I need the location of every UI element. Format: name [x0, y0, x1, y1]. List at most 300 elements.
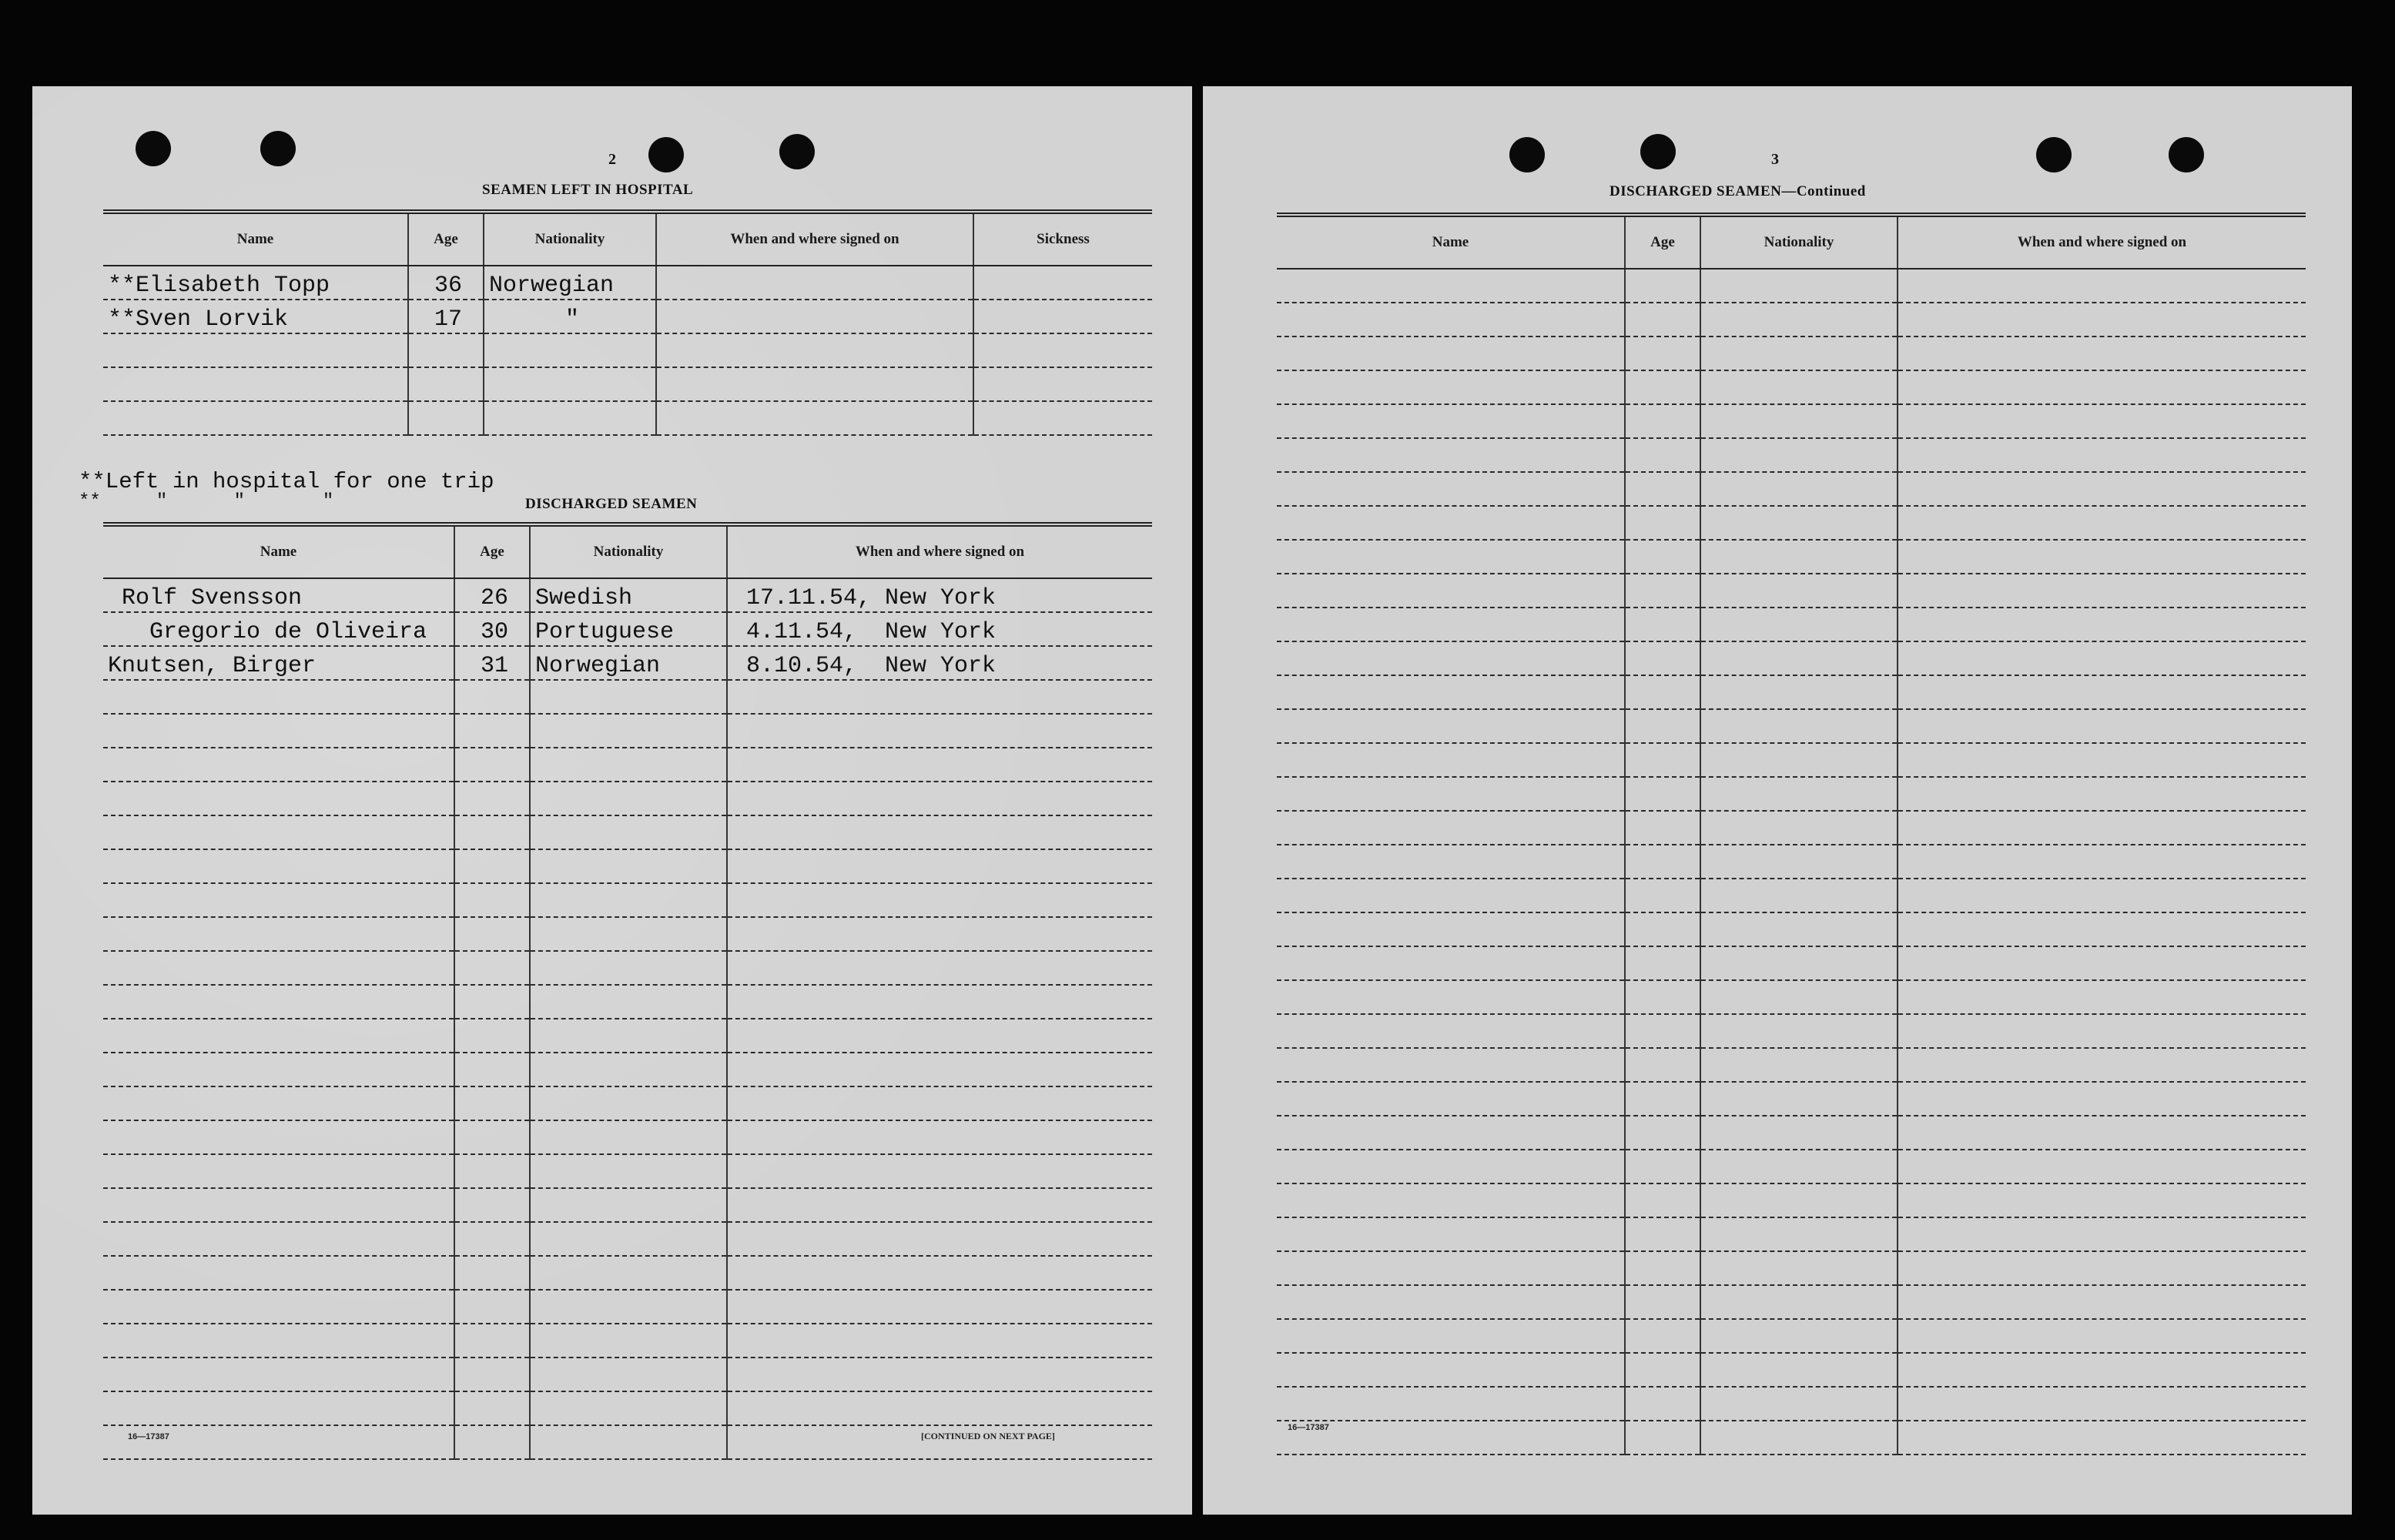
empty-row	[1277, 303, 2306, 336]
signed-on-cell: 8.10.54, New York	[727, 646, 1152, 680]
empty-cell	[1898, 845, 2306, 879]
empty-cell	[1700, 946, 1898, 980]
empty-row	[1277, 540, 2306, 574]
empty-cell	[530, 951, 727, 985]
empty-cell	[1898, 608, 2306, 641]
empty-cell	[1625, 879, 1700, 912]
nationality-cell: Swedish	[530, 578, 727, 612]
empty-cell	[1625, 269, 1700, 303]
empty-cell	[454, 985, 530, 1019]
empty-cell	[530, 1019, 727, 1053]
empty-cell	[1625, 946, 1700, 980]
empty-cell	[1898, 269, 2306, 303]
empty-cell	[103, 1256, 454, 1290]
empty-cell	[454, 917, 530, 951]
empty-cell	[530, 748, 727, 782]
empty-cell	[1700, 709, 1898, 743]
column-header-nationality: Nationality	[1700, 215, 1898, 269]
nationality-cell: Portuguese	[530, 612, 727, 646]
empty-cell	[1700, 980, 1898, 1014]
name-cell: **Sven Lorvik	[103, 300, 408, 333]
empty-row	[1277, 1116, 2306, 1150]
empty-row	[103, 1324, 1152, 1358]
name-cell: Rolf Svensson	[103, 578, 454, 612]
discharged-continued-title: DISCHARGED SEAMEN—Continued	[1610, 183, 1866, 199]
empty-cell	[1277, 574, 1625, 608]
empty-cell	[530, 714, 727, 748]
empty-cell	[1898, 1048, 2306, 1082]
empty-cell	[1625, 1421, 1700, 1455]
empty-row	[1277, 506, 2306, 540]
punch-hole	[648, 137, 684, 172]
empty-cell	[103, 1086, 454, 1120]
empty-cell	[1700, 370, 1898, 404]
empty-cell	[103, 1154, 454, 1188]
empty-cell	[1277, 675, 1625, 709]
age-cell: 17	[408, 300, 484, 333]
empty-cell	[103, 1324, 454, 1358]
empty-cell	[727, 1324, 1152, 1358]
signed-on-cell: 17.11.54, New York	[727, 578, 1152, 612]
empty-cell	[1625, 1150, 1700, 1183]
table-row	[103, 266, 1152, 300]
empty-row	[1277, 574, 2306, 608]
empty-cell	[1625, 1353, 1700, 1387]
empty-cell	[727, 815, 1152, 849]
empty-cell	[1700, 1116, 1898, 1150]
empty-cell	[1277, 1319, 1625, 1353]
empty-cell	[1898, 472, 2306, 506]
empty-cell	[1898, 743, 2306, 777]
empty-row	[1277, 1150, 2306, 1183]
empty-cell	[454, 1391, 530, 1425]
empty-cell	[1277, 1014, 1625, 1048]
empty-row	[103, 714, 1152, 748]
empty-row	[1277, 438, 2306, 472]
empty-cell	[103, 1391, 454, 1425]
right-page	[1203, 86, 2352, 1515]
form-code: 16—17387	[1288, 1423, 1329, 1432]
empty-row	[103, 815, 1152, 849]
empty-cell	[1625, 1082, 1700, 1116]
empty-cell	[1700, 1217, 1898, 1251]
empty-cell	[727, 748, 1152, 782]
empty-cell	[1898, 1353, 2306, 1387]
empty-cell	[530, 1053, 727, 1086]
empty-cell	[1898, 1319, 2306, 1353]
empty-cell	[1625, 608, 1700, 641]
empty-cell	[530, 782, 727, 815]
empty-cell	[1277, 370, 1625, 404]
name-cell	[103, 401, 408, 435]
empty-cell	[1898, 980, 2306, 1014]
empty-row	[103, 1358, 1152, 1391]
empty-row	[103, 917, 1152, 951]
empty-cell	[1898, 540, 2306, 574]
footnote-line: **Left in hospital for one trip	[79, 469, 494, 494]
sickness-cell	[973, 367, 1152, 401]
sickness-cell	[973, 266, 1152, 300]
name-cell: **Elisabeth Topp	[103, 266, 408, 300]
age-cell	[408, 367, 484, 401]
signed-on-cell	[656, 367, 973, 401]
empty-cell	[1625, 912, 1700, 946]
age-cell: 30	[454, 612, 530, 646]
empty-cell	[103, 1053, 454, 1086]
empty-cell	[103, 1222, 454, 1256]
empty-cell	[1700, 303, 1898, 336]
empty-row	[103, 951, 1152, 985]
empty-cell	[1700, 912, 1898, 946]
hospital-section-title: SEAMEN LEFT IN HOSPITAL	[482, 182, 694, 198]
empty-cell	[1700, 540, 1898, 574]
empty-cell	[1277, 743, 1625, 777]
empty-cell	[727, 951, 1152, 985]
column-header-signed-on: When and where signed on	[1898, 215, 2306, 269]
empty-cell	[530, 1391, 727, 1425]
empty-cell	[1277, 980, 1625, 1014]
empty-cell	[1277, 269, 1625, 303]
empty-cell	[454, 1222, 530, 1256]
empty-row	[1277, 1183, 2306, 1217]
empty-cell	[1700, 1251, 1898, 1285]
empty-cell	[530, 1358, 727, 1391]
empty-cell	[727, 1053, 1152, 1086]
empty-row	[103, 680, 1152, 714]
empty-cell	[1898, 675, 2306, 709]
nationality-cell: "	[484, 300, 656, 333]
empty-cell	[103, 849, 454, 883]
empty-row	[1277, 1217, 2306, 1251]
empty-cell	[1625, 641, 1700, 675]
empty-cell	[727, 1391, 1152, 1425]
empty-cell	[727, 917, 1152, 951]
empty-cell	[1898, 946, 2306, 980]
empty-cell	[1700, 777, 1898, 811]
empty-cell	[1898, 1150, 2306, 1183]
empty-cell	[1700, 1285, 1898, 1319]
empty-cell	[103, 951, 454, 985]
empty-cell	[454, 883, 530, 917]
punch-hole	[779, 134, 815, 169]
empty-row	[103, 1391, 1152, 1425]
empty-cell	[1700, 1353, 1898, 1387]
empty-cell	[727, 1019, 1152, 1053]
empty-cell	[1625, 1285, 1700, 1319]
nationality-cell	[484, 401, 656, 435]
empty-cell	[1625, 1116, 1700, 1150]
empty-row	[1277, 777, 2306, 811]
empty-row	[103, 849, 1152, 883]
empty-cell	[454, 1256, 530, 1290]
empty-row	[103, 1053, 1152, 1086]
empty-cell	[454, 1053, 530, 1086]
age-cell	[408, 401, 484, 435]
empty-cell	[103, 680, 454, 714]
empty-cell	[530, 883, 727, 917]
empty-cell	[103, 815, 454, 849]
empty-row	[103, 1256, 1152, 1290]
empty-cell	[1277, 1387, 1625, 1421]
empty-cell	[1700, 1048, 1898, 1082]
table-row	[103, 401, 1152, 435]
empty-row	[1277, 811, 2306, 845]
empty-cell	[1277, 1285, 1625, 1319]
empty-row	[1277, 336, 2306, 370]
signed-on-cell: 4.11.54, New York	[727, 612, 1152, 646]
empty-cell	[727, 1086, 1152, 1120]
page-number: 3	[1771, 151, 1779, 168]
column-header-signed-on: When and where signed on	[727, 524, 1152, 578]
empty-cell	[530, 1120, 727, 1154]
sickness-cell	[973, 401, 1152, 435]
empty-cell	[727, 1290, 1152, 1324]
age-cell: 26	[454, 578, 530, 612]
empty-cell	[1700, 472, 1898, 506]
empty-cell	[1898, 1421, 2306, 1455]
column-header-age: Age	[408, 212, 484, 266]
empty-cell	[727, 883, 1152, 917]
empty-cell	[1277, 506, 1625, 540]
empty-cell	[103, 985, 454, 1019]
empty-cell	[530, 1324, 727, 1358]
empty-cell	[103, 917, 454, 951]
footnote-line: ** " " "	[79, 491, 334, 512]
empty-cell	[454, 1154, 530, 1188]
empty-cell	[727, 1358, 1152, 1391]
column-header-sickness: Sickness	[973, 212, 1152, 266]
column-header-age: Age	[454, 524, 530, 578]
empty-cell	[1277, 336, 1625, 370]
empty-cell	[1898, 641, 2306, 675]
empty-cell	[727, 1188, 1152, 1222]
punch-hole	[2169, 137, 2204, 172]
empty-cell	[1625, 709, 1700, 743]
empty-cell	[1700, 743, 1898, 777]
empty-cell	[530, 985, 727, 1019]
empty-cell	[1700, 608, 1898, 641]
nationality-cell	[484, 367, 656, 401]
empty-cell	[1625, 574, 1700, 608]
empty-cell	[530, 1256, 727, 1290]
empty-cell	[1277, 709, 1625, 743]
discharged-table	[103, 522, 1152, 1460]
empty-row	[1277, 879, 2306, 912]
empty-row	[103, 1188, 1152, 1222]
empty-row	[1277, 608, 2306, 641]
empty-cell	[1625, 743, 1700, 777]
empty-cell	[454, 951, 530, 985]
continued-note: [CONTINUED ON NEXT PAGE]	[921, 1431, 1055, 1441]
empty-cell	[1277, 946, 1625, 980]
left-page	[32, 86, 1192, 1515]
empty-cell	[1700, 1150, 1898, 1183]
empty-cell	[103, 1019, 454, 1053]
empty-cell	[1277, 1082, 1625, 1116]
empty-row	[1277, 1048, 2306, 1082]
table-row	[103, 646, 1152, 680]
empty-cell	[1898, 404, 2306, 438]
nationality-cell: Norwegian	[530, 646, 727, 680]
empty-cell	[1700, 845, 1898, 879]
empty-cell	[454, 782, 530, 815]
empty-cell	[1700, 404, 1898, 438]
empty-cell	[530, 1188, 727, 1222]
empty-cell	[1700, 879, 1898, 912]
empty-cell	[1277, 472, 1625, 506]
punch-hole	[1640, 134, 1676, 169]
empty-cell	[1700, 269, 1898, 303]
empty-row	[103, 1154, 1152, 1188]
punch-hole	[1509, 137, 1545, 172]
empty-cell	[1898, 709, 2306, 743]
empty-cell	[1898, 1082, 2306, 1116]
empty-cell	[103, 883, 454, 917]
empty-row	[1277, 370, 2306, 404]
empty-row	[1277, 709, 2306, 743]
empty-row	[1277, 1319, 2306, 1353]
empty-cell	[727, 1222, 1152, 1256]
empty-cell	[1700, 438, 1898, 472]
empty-cell	[1898, 1285, 2306, 1319]
empty-row	[1277, 1285, 2306, 1319]
empty-cell	[454, 1120, 530, 1154]
column-header-age: Age	[1625, 215, 1700, 269]
empty-row	[1277, 472, 2306, 506]
empty-row	[1277, 743, 2306, 777]
empty-cell	[1625, 303, 1700, 336]
table-row	[103, 367, 1152, 401]
empty-cell	[1625, 472, 1700, 506]
empty-row	[103, 985, 1152, 1019]
empty-cell	[1700, 506, 1898, 540]
form-code: 16—17387	[128, 1432, 169, 1441]
empty-cell	[103, 1425, 454, 1459]
discharged-section-title: DISCHARGED SEAMEN	[525, 496, 698, 512]
empty-cell	[1277, 1251, 1625, 1285]
empty-cell	[1625, 1251, 1700, 1285]
empty-cell	[1277, 1116, 1625, 1150]
empty-row	[1277, 845, 2306, 879]
sickness-cell	[973, 300, 1152, 333]
empty-row	[1277, 1082, 2306, 1116]
empty-cell	[1700, 675, 1898, 709]
empty-cell	[454, 815, 530, 849]
empty-row	[103, 883, 1152, 917]
name-cell	[103, 333, 408, 367]
empty-cell	[1277, 303, 1625, 336]
empty-row	[103, 1222, 1152, 1256]
empty-row	[1277, 269, 2306, 303]
empty-row	[1277, 912, 2306, 946]
empty-cell	[1625, 1217, 1700, 1251]
empty-cell	[1277, 1048, 1625, 1082]
empty-cell	[727, 782, 1152, 815]
discharged-continued-table	[1277, 213, 2306, 1455]
empty-cell	[454, 1425, 530, 1459]
empty-cell	[454, 1358, 530, 1391]
empty-row	[1277, 1421, 2306, 1455]
empty-cell	[454, 1019, 530, 1053]
empty-row	[1277, 946, 2306, 980]
empty-cell	[1625, 675, 1700, 709]
empty-cell	[1898, 438, 2306, 472]
empty-cell	[1625, 506, 1700, 540]
empty-cell	[1700, 336, 1898, 370]
name-cell	[103, 367, 408, 401]
column-header-name: Name	[1277, 215, 1625, 269]
empty-row	[1277, 641, 2306, 675]
table-row	[103, 300, 1152, 333]
empty-cell	[1898, 336, 2306, 370]
empty-cell	[1898, 303, 2306, 336]
empty-cell	[454, 1086, 530, 1120]
empty-cell	[1700, 574, 1898, 608]
empty-cell	[1700, 1014, 1898, 1048]
empty-row	[1277, 404, 2306, 438]
punch-hole	[2036, 137, 2072, 172]
empty-cell	[1625, 540, 1700, 574]
empty-row	[103, 782, 1152, 815]
empty-row	[1277, 1014, 2306, 1048]
empty-cell	[103, 1290, 454, 1324]
empty-cell	[103, 714, 454, 748]
empty-cell	[727, 1256, 1152, 1290]
empty-cell	[1277, 1150, 1625, 1183]
empty-cell	[1625, 1387, 1700, 1421]
age-cell: 31	[454, 646, 530, 680]
nationality-cell	[484, 333, 656, 367]
empty-cell	[530, 1222, 727, 1256]
empty-cell	[1625, 777, 1700, 811]
sickness-cell	[973, 333, 1152, 367]
empty-cell	[1898, 574, 2306, 608]
empty-cell	[103, 782, 454, 815]
empty-cell	[103, 1188, 454, 1222]
empty-cell	[1898, 811, 2306, 845]
empty-row	[1277, 1387, 2306, 1421]
empty-cell	[1700, 1387, 1898, 1421]
empty-cell	[530, 1425, 727, 1459]
column-header-name: Name	[103, 524, 454, 578]
empty-cell	[1625, 404, 1700, 438]
empty-row	[103, 1290, 1152, 1324]
empty-cell	[1898, 1251, 2306, 1285]
empty-cell	[530, 680, 727, 714]
empty-cell	[1277, 845, 1625, 879]
empty-cell	[1277, 1353, 1625, 1387]
empty-cell	[1625, 811, 1700, 845]
table-row	[103, 578, 1152, 612]
empty-cell	[1625, 1319, 1700, 1353]
empty-cell	[1625, 438, 1700, 472]
empty-cell	[530, 849, 727, 883]
age-cell: 36	[408, 266, 484, 300]
empty-cell	[1700, 1319, 1898, 1353]
empty-cell	[727, 985, 1152, 1019]
signed-on-cell	[656, 300, 973, 333]
empty-cell	[1898, 1116, 2306, 1150]
column-header-signed-on: When and where signed on	[656, 212, 973, 266]
empty-cell	[1277, 540, 1625, 574]
empty-cell	[1898, 1014, 2306, 1048]
signed-on-cell	[656, 333, 973, 367]
nationality-cell: Norwegian	[484, 266, 656, 300]
empty-cell	[1277, 1217, 1625, 1251]
signed-on-cell	[656, 266, 973, 300]
empty-cell	[454, 680, 530, 714]
empty-cell	[1898, 1217, 2306, 1251]
